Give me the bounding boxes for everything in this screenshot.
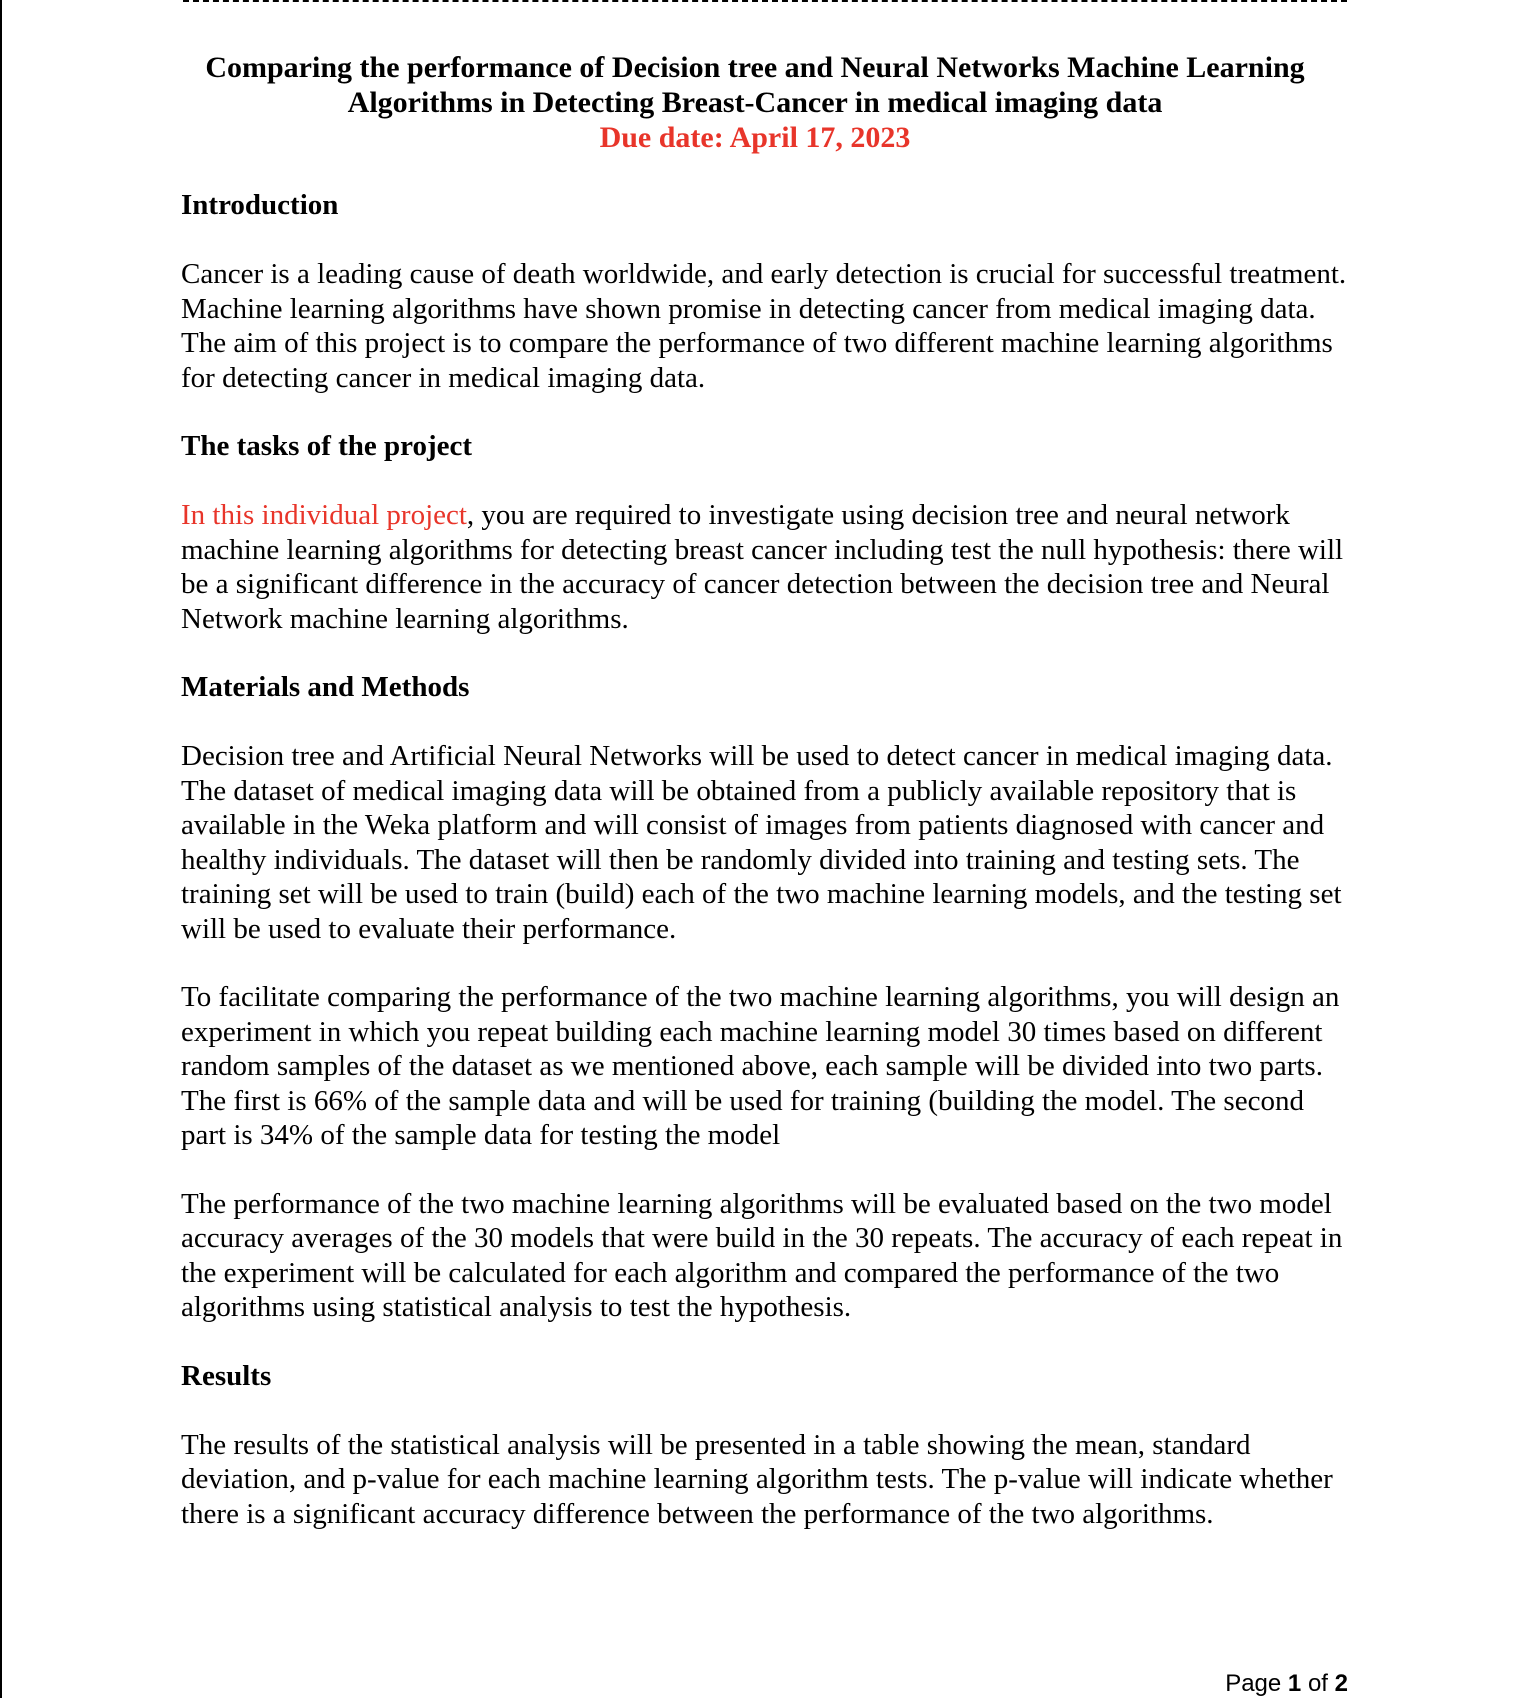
results-text: The results of the statistical analysis will be presented in a table showing the mean, standard deviation, and p-value for each machine learning algorithm tests. The p-value will indicate whether there is a significant accuracy difference between the performance of the two algorithms. [181, 1428, 1333, 1530]
methods-paragraph-1: Decision tree and Artificial Neural Networks will be used to detect cancer in medical imaging data. The dataset of medical imaging data will be obtained from a publicly available repository that is available in the Weka platform and will consist of images from patients diagnosed with cancer and healthy individuals. The dataset will then be randomly divided into training and testing sets. The training set will be used to train (build) each of the two machine learning models, and the testing set will be used to evaluate their performance. [181, 740, 1342, 945]
document-header [160, 50, 1350, 155]
title-line-2: Algorithms in Detecting Breast-Cancer in medical imaging data [347, 86, 1163, 119]
page-number [1225, 1670, 1348, 1698]
methods-paragraph-3: The performance of the two machine learning algorithms will be evaluated based on the two model accuracy averages of the 30 models that were build in the 30 repeats. The accuracy of each repeat in the experiment will be calculated for each algorithm and compared the performance of the two algorithms using statistical analysis to test the hypothesis. [181, 1187, 1343, 1323]
due-date: Due date: April 17, 2023 [599, 121, 911, 154]
tasks-heading: The tasks of the project [181, 430, 473, 462]
page-edge-line [0, 0, 2, 1698]
tasks-body: , you are required to investigate using decision tree and neural network machine learning algorithms for detecting breast cancer including test the null hypothesis: there will be a significant difference in the accuracy of cancer detection between the decision tree and Neural Network machine learning algorithms. [181, 499, 1344, 635]
page-total: 2 [1334, 1670, 1348, 1697]
tasks-highlight: In this individual project [181, 499, 467, 531]
document-body [181, 188, 1351, 1531]
tasks-text [181, 498, 1351, 636]
title-line-1: Comparing the performance of Decision tree and Neural Networks Machine Learning [205, 51, 1305, 84]
page-current: 1 [1287, 1670, 1302, 1697]
methods-heading: Materials and Methods [181, 671, 470, 703]
results-heading: Results [181, 1359, 272, 1392]
methods-paragraph-2: To facilitate comparing the performance of the two machine learning algorithms, you will design an experiment in which you repeat building each machine learning model 30 times based on different random samples of the dataset as we mentioned above, each sample will be divided into two parts. The first is 66% of the sample data and will be used for training (building the model. The second part is 34% of the sample data for testing the model [181, 981, 1340, 1151]
introduction-text: Cancer is a leading cause of death worldwide, and early detection is crucial for successful treatment. Machine learning algorithms have shown promise in detecting cancer from medical imaging data. The aim of this project is to compare the performance of two different machine learning algorithms for detecting cancer in medical imaging data. [181, 258, 1347, 394]
top-dashed-separator [183, 0, 1347, 2]
introduction-heading: Introduction [181, 189, 339, 221]
page-label: Page [1225, 1670, 1282, 1697]
page-of-label: of [1307, 1670, 1328, 1697]
